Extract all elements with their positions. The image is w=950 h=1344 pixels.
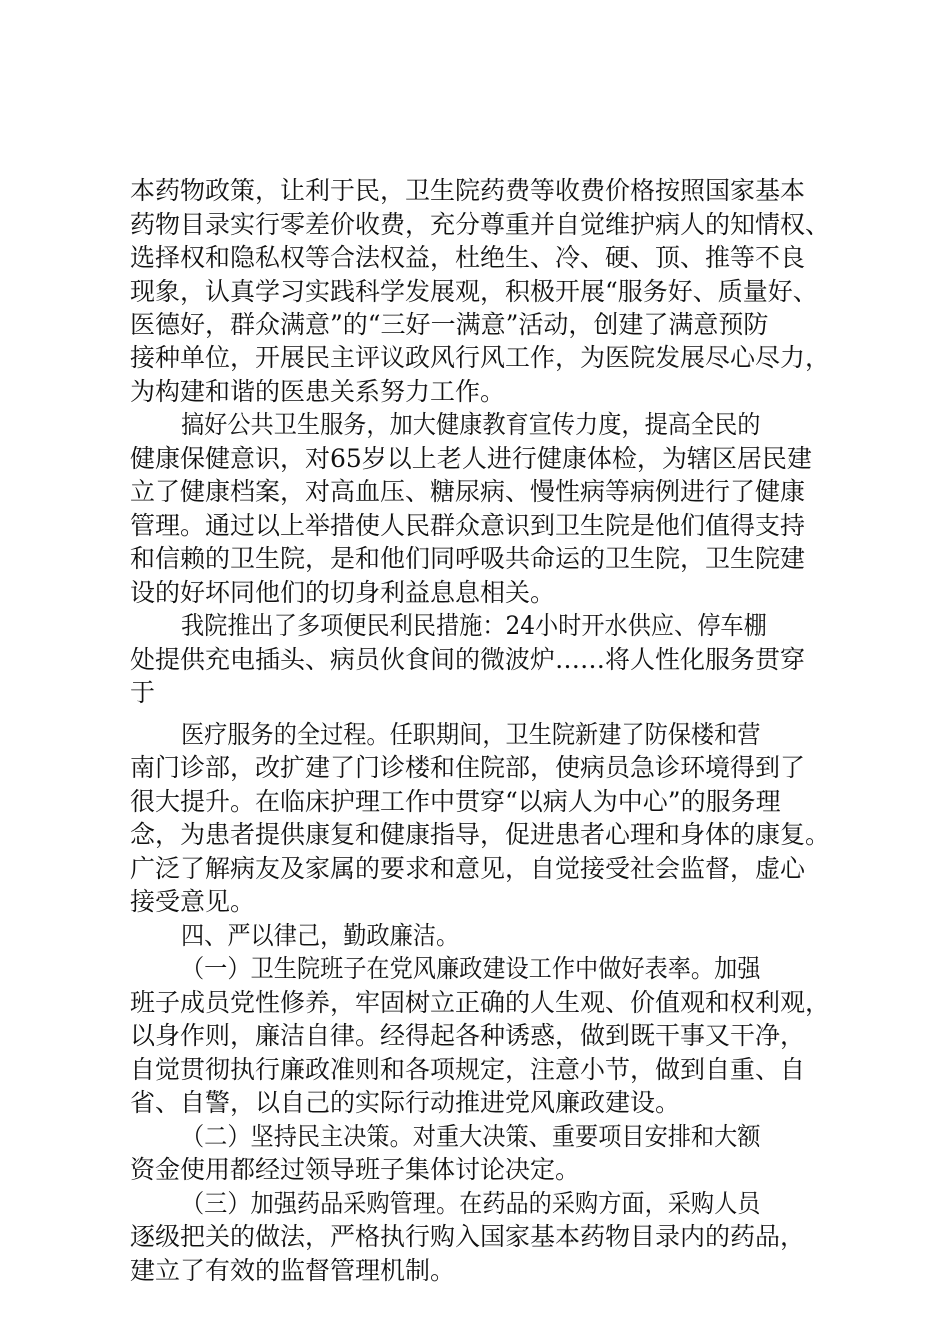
text-line: 四、严以律己，勤政廉洁。 [181,921,460,950]
text-line: 很大提升。在临床护理工作中贯穿“以病人为中心”的服务理 [130,787,781,816]
text-line: 设的好坏同他们的切身利益息息相关。 [130,578,556,607]
text-line: 搞好公共卫生服务，加大健康教育宣传力度，提高全民的 [181,410,761,439]
text-line: （三）加强药品采购管理。在药品的采购方面，采购人员 [181,1189,761,1218]
text-line: 班子成员党性修养，牢固树立正确的人生观、价值观和权利观， [130,988,831,1017]
text-line: 接受意见。 [130,887,256,916]
text-line: 于 [130,678,156,707]
text-line: 我院推出了多项便民利民措施：24小时开水供应、停车棚 [181,611,767,640]
text-line: 自觉贯彻执行廉政准则和各项规定，注意小节，做到自重、自 [130,1055,806,1084]
text-line: 省、自警，以自己的实际行动推进党风廉政建设。 [130,1088,681,1117]
text-line: 立了健康档案，对高血压、糖尿病、慢性病等病例进行了健康 [130,477,806,506]
text-line: 处提供充电插头、病员伙食间的微波炉……将人性化服务贯穿 [130,645,806,674]
text-line: 逐级把关的做法，严格执行购入国家基本药物目录内的药品， [130,1222,806,1251]
text-line: 管理。通过以上举措使人民群众意识到卫生院是他们值得支持 [130,511,806,540]
text-line: 和信赖的卫生院，是和他们同呼吸共命运的卫生院，卫生院建 [130,544,806,573]
text-line: 广泛了解病友及家属的要求和意见，自觉接受社会监督，虚心 [130,854,806,883]
text-line: 现象，认真学习实践科学发展观，积极开展“服务好、质量好、 [130,277,818,306]
text-line: （二）坚持民主决策。对重大决策、重要项目安排和大额 [181,1122,761,1151]
text-line: 药物目录实行零差价收费，充分尊重并自觉维护病人的知情权、 [130,210,831,239]
text-line: 以身作则，廉洁自律。经得起各种诱惑，做到既干事又干净， [130,1021,806,1050]
text-line: 健康保健意识，对65岁以上老人进行健康体检，为辖区居民建 [130,444,812,473]
text-line: 念，为患者提供康复和健康指导，促进患者心理和身体的康复。 [130,820,831,849]
text-line: 医德好，群众满意”的“三好一满意”活动，创建了满意预防 [130,310,769,339]
text-line: 医疗服务的全过程。任职期间，卫生院新建了防保楼和营 [181,720,761,749]
text-line: 为构建和谐的医患关系努力工作。 [130,377,506,406]
text-line: 接种单位，开展民主评议政风行风工作，为医院发展尽心尽力， [130,343,831,372]
text-line: 本药物政策，让利于民，卫生院药费等收费价格按照国家基本 [130,176,806,205]
text-line: 资金使用都经过领导班子集体讨论决定。 [130,1155,581,1184]
text-line: 南门诊部，改扩建了门诊楼和住院部，使病员急诊环境得到了 [130,753,806,782]
text-line: 建立了有效的监督管理机制。 [130,1256,456,1285]
text-line: （一）卫生院班子在党风廉政建设工作中做好表率。加强 [181,954,761,983]
text-line: 选择权和隐私权等合法权益，杜绝生、冷、硬、顶、推等不良 [130,243,806,272]
